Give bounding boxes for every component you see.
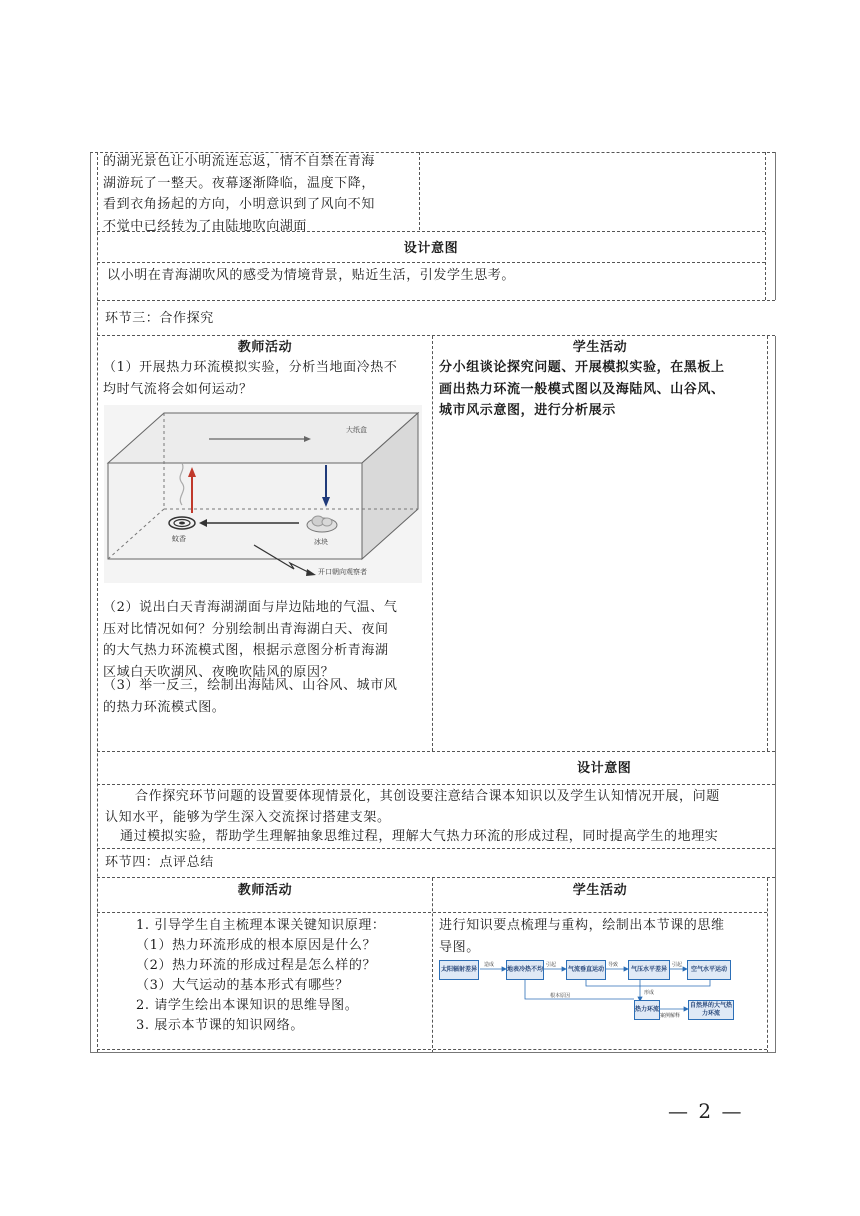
mindmap-node-6: 热力环流: [634, 1000, 660, 1020]
page-number: — 2 —: [668, 1099, 744, 1123]
rule: [97, 784, 775, 785]
mindmap-node-1: 太阳辐射差异: [439, 960, 479, 980]
intent-header: 设计意图: [403, 241, 459, 256]
mindmap-node-2: 地表冷热不均: [506, 960, 544, 980]
mindmap-node-5: 空气水平运动: [687, 960, 731, 980]
section3-title: 环节三：合作探究: [105, 311, 214, 326]
figure-label-opening: 开口朝向观察者: [318, 568, 367, 576]
section4-student-text: 进行知识要点梳理与重构，绘制出本节课的思维 导图。: [439, 918, 725, 955]
rule: [97, 300, 775, 301]
rule: [97, 848, 775, 849]
mindmap-edge-5: 形成: [644, 990, 655, 996]
section4-teacher-item-3: （2）热力环流的形成过程是怎么样的？: [136, 958, 377, 973]
mind-map: [438, 956, 764, 1020]
mindmap-edge-2: 引起: [546, 962, 557, 968]
col-divider: [419, 152, 420, 230]
section4-teacher-item-2: （1）热力环流形成的根本原因是什么？: [136, 938, 377, 953]
section4-teacher-item-1: 1. 引导学生自主梳理本课关键知识原理：: [136, 918, 386, 933]
section3-intent-p1: 合作探究环节问题的设置要体现情景化，其创设要注意结合课本知识以及学生认知情况开展，问题: [135, 789, 720, 804]
frame-right-edge: [775, 336, 776, 1053]
section4-teacher-item-4: （3）大气运动的基本形式有哪些？: [136, 978, 349, 993]
rule: [97, 262, 765, 263]
experiment-figure: [104, 405, 422, 583]
rule: [97, 751, 775, 752]
section4-teacher-item-5: 2. 请学生绘出本课知识的思维导图。: [136, 998, 359, 1013]
section3-intent-p1b: 认知水平，能够为学生深入交流探讨搭建支架。: [105, 810, 391, 825]
mindmap-edge-4: 引起: [672, 962, 683, 968]
col-divider: [432, 336, 433, 751]
teacher-question-1: （1）开展热力环流模拟实验，分析当地面冷热不 均时气流将会如何运动？: [103, 360, 398, 397]
rule: [97, 231, 765, 232]
frame-left: [97, 152, 98, 1052]
teacher-question-2: （2）说出白天青海湖湖面与岸边陆地的气温、气 压对比情况如何？分别绘制出青海湖白天、夜间 的大气热力环流模式图，根据示意图分析青海湖 区域白天吹湖风、夜晚吹陆风的原因？: [103, 600, 398, 680]
frame-right-bottom: [767, 878, 768, 1053]
rule: [97, 1049, 767, 1050]
mindmap-edge-3: 导致: [608, 962, 619, 968]
figure-label-incense: 蚊香: [172, 535, 186, 543]
teacher-question-3: （3）举一反三，绘制出海陆风、山谷风、城市风 的热力环流模式图。: [103, 678, 398, 715]
mindmap-edge-1: 造成: [484, 962, 495, 968]
section4-teacher-item-6: 3. 展示本节课的知识网络。: [136, 1018, 304, 1033]
frame-right: [765, 152, 766, 300]
mindmap-node-4: 气压水平差异: [628, 960, 670, 980]
frame-right-2: [775, 152, 776, 300]
student-header: 学生活动: [572, 340, 628, 355]
intent-text: 以小明在青海湖吹风的感受为情境背景，贴近生活，引发学生思考。: [107, 268, 516, 283]
mindmap-edge-6: 根本原因: [550, 993, 571, 999]
section3-intent-header: 设计意图: [577, 761, 632, 776]
frame-left-inner: [90, 152, 91, 1052]
rule: [97, 877, 775, 878]
col-divider: [432, 878, 433, 1053]
mindmap-edge-7: 案例解释: [660, 1013, 681, 1019]
section4-title: 环节四：点评总结: [105, 855, 214, 870]
rule: [97, 912, 767, 913]
figure-label-ice: 冰块: [314, 538, 328, 546]
teacher-header: 教师活动: [237, 340, 293, 355]
section4-teacher-header: 教师活动: [237, 883, 293, 898]
mindmap-node-3: 气流垂直运动: [566, 960, 606, 980]
section4-student-header: 学生活动: [572, 883, 628, 898]
rule: [97, 335, 775, 336]
student-activity: 分小组谈论探究问题、开展模拟实验，在黑板上 画出热力环流一般模式图以及海陆风、山谷风、 城市风示意图，进行分析展示: [439, 360, 725, 418]
experiment-diagram: [104, 405, 422, 583]
figure-label-box: 大纸盒: [346, 426, 367, 434]
rule: [90, 1052, 775, 1053]
section3-intent-p2: 通过模拟实验，帮助学生理解抽象思维过程，理解大气热力环流的形成过程，同时提高学生的地理实: [120, 829, 719, 844]
mindmap-node-7: 自然界的大气热力环流: [688, 1000, 734, 1020]
story-text: 的湖光景色让小明流连忘返，情不自禁在青海 湖游玩了一整天。夜幕逐渐降临，温度下降， 看到衣角扬起的方向，小明意识到了风向不知 不觉中已经转为了由陆地吹向湖面: [103, 154, 376, 234]
frame-right-lower: [767, 336, 768, 751]
